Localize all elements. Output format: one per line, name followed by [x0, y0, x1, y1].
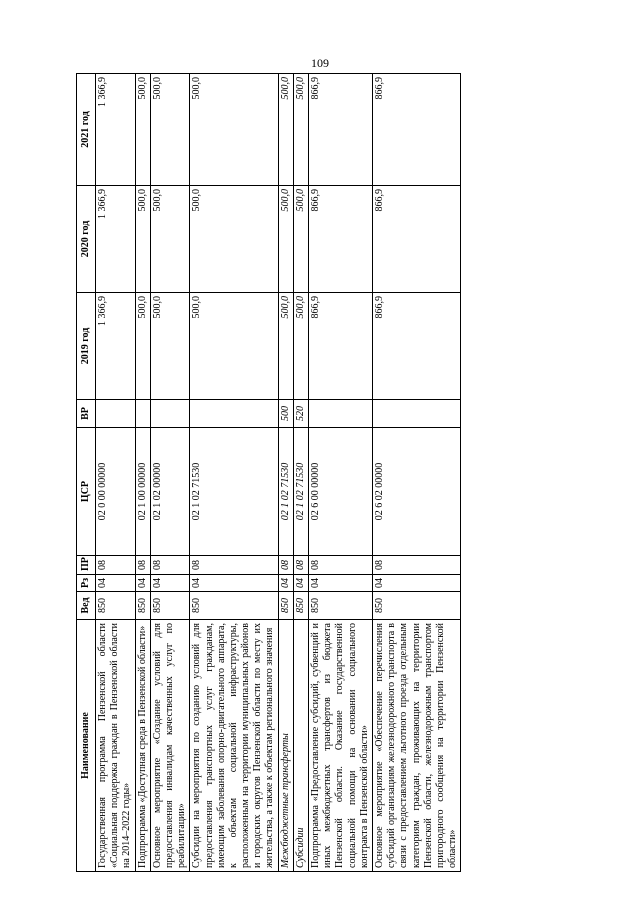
row-2021: 500,0 [278, 74, 293, 186]
row-vr [96, 400, 136, 428]
row-ved: 850 [372, 592, 460, 620]
row-2019: 500,0 [190, 293, 278, 400]
row-name: Основное мероприятие «Обеспечение перечисления субсидий организациям железнодорожного транспорта в связи с предоставлением льготного проезда отдельным категориям граждан, проживающих на территории Пензенской области, железнодорожным транспортом пригородного сообщения на территории Пензенской области» [372, 620, 460, 872]
row-ved: 850 [190, 592, 278, 620]
row-2019: 500,0 [135, 293, 150, 400]
row-pr: 08 [96, 556, 136, 575]
row-csr: 02 1 02 71530 [190, 428, 278, 556]
row-vr [150, 400, 190, 428]
row-rz: 04 [309, 575, 373, 592]
budget-table [76, 73, 461, 872]
row-ved: 850 [293, 592, 308, 620]
row-2020: 1 366,9 [96, 186, 136, 293]
row-csr: 02 0 00 00000 [96, 428, 136, 556]
row-2020: 500,0 [293, 186, 308, 293]
header-csr: ЦСР [77, 428, 96, 556]
row-pr: 08 [135, 556, 150, 575]
row-ved: 850 [96, 592, 136, 620]
row-2019: 500,0 [150, 293, 190, 400]
row-2020: 500,0 [135, 186, 150, 293]
row-2019: 500,0 [278, 293, 293, 400]
row-ved: 850 [150, 592, 190, 620]
row-csr: 02 6 00 00000 [309, 428, 373, 556]
row-2020: 866,9 [372, 186, 460, 293]
row-pr: 08 [150, 556, 190, 575]
table-row [96, 74, 136, 872]
row-2020: 500,0 [190, 186, 278, 293]
page-number: 109 [311, 56, 329, 70]
table-row [309, 74, 373, 872]
row-2019: 866,9 [309, 293, 373, 400]
row-vr: 500 [278, 400, 293, 428]
header-2019: 2019 год [77, 293, 96, 400]
header-2020: 2020 год [77, 186, 96, 293]
row-ved: 850 [135, 592, 150, 620]
row-rz: 04 [96, 575, 136, 592]
header-ved: Вед [77, 592, 96, 620]
row-2021: 500,0 [150, 74, 190, 186]
row-rz: 04 [135, 575, 150, 592]
row-pr: 08 [278, 556, 293, 575]
row-2019: 866,9 [372, 293, 460, 400]
header-pr: ПР [77, 556, 96, 575]
header-vr: ВР [77, 400, 96, 428]
row-2021: 866,9 [372, 74, 460, 186]
table-row [150, 74, 190, 872]
table-row [293, 74, 308, 872]
row-rz: 04 [293, 575, 308, 592]
row-pr: 08 [293, 556, 308, 575]
table-header-row [77, 74, 96, 872]
row-name: Подпрограмма «Предоставление субсидий, субвенций и иных межбюджетных трансфертов из бюджета Пензенской области. Оказание государственной социальной помощи на основании социального контракта в Пензенской области» [309, 620, 373, 872]
row-2020: 500,0 [278, 186, 293, 293]
row-vr [135, 400, 150, 428]
row-vr [190, 400, 278, 428]
table-row [278, 74, 293, 872]
rotated-table-area [76, 74, 557, 872]
table-row [372, 74, 460, 872]
row-vr [309, 400, 373, 428]
row-csr: 02 1 00 00000 [135, 428, 150, 556]
row-csr: 02 1 02 00000 [150, 428, 190, 556]
row-2020: 866,9 [309, 186, 373, 293]
row-name: Подпрограмма «Доступная среда в Пензенской области» [135, 620, 150, 872]
header-rz: Рз [77, 575, 96, 592]
row-2021: 500,0 [293, 74, 308, 186]
row-name: Государственная программа Пензенской области «Социальная поддержка граждан в Пензенской области на 2014–2022 годы» [96, 620, 136, 872]
row-rz: 04 [278, 575, 293, 592]
row-rz: 04 [372, 575, 460, 592]
row-name: Основное мероприятие «Создание условий для предоставления инвалидам качественных услуг по реабилитации» [150, 620, 190, 872]
row-2019: 500,0 [293, 293, 308, 400]
row-2021: 866,9 [309, 74, 373, 186]
row-pr: 08 [372, 556, 460, 575]
row-pr: 08 [309, 556, 373, 575]
row-2021: 500,0 [135, 74, 150, 186]
header-name: Наименование [77, 620, 96, 872]
row-csr: 02 6 02 00000 [372, 428, 460, 556]
rotated-table-content [76, 74, 557, 872]
row-name: Межбюджетные трансферты [278, 620, 293, 872]
row-csr: 02 1 02 71530 [293, 428, 308, 556]
row-2020: 500,0 [150, 186, 190, 293]
row-2021: 1 366,9 [96, 74, 136, 186]
row-2019: 1 366,9 [96, 293, 136, 400]
row-rz: 04 [190, 575, 278, 592]
table-row [135, 74, 150, 872]
row-vr: 520 [293, 400, 308, 428]
row-pr: 08 [190, 556, 278, 575]
row-2021: 500,0 [190, 74, 278, 186]
header-2021: 2021 год [77, 74, 96, 186]
row-csr: 02 1 02 71530 [278, 428, 293, 556]
row-rz: 04 [150, 575, 190, 592]
row-name: Субсидии на мероприятия по созданию условий для предоставления транспортных услуг гражданам, имеющим заболевания опорно-двигательного аппарата, к объектам социальной инфраструктуры, расположенным на территории муниципальных районов и городских округов Пензенской области по месту их жительства, а также к объектам регионального значения [190, 620, 278, 872]
row-ved: 850 [309, 592, 373, 620]
row-ved: 850 [278, 592, 293, 620]
row-name: Субсидии [293, 620, 308, 872]
table-row [190, 74, 278, 872]
row-vr [372, 400, 460, 428]
